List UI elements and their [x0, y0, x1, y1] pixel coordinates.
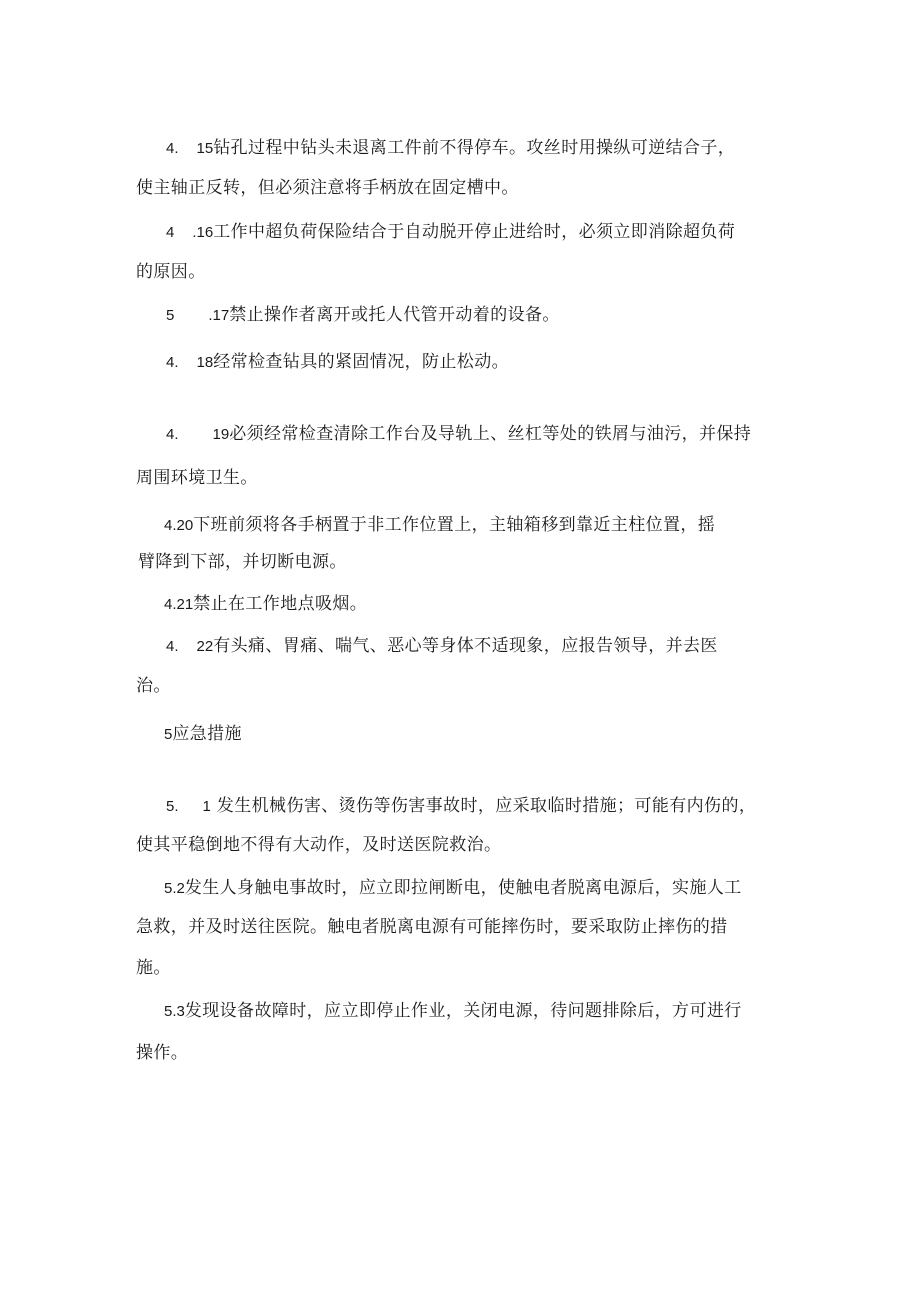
item-number: 4.20 [164, 517, 194, 534]
item-4-15-line-2 [136, 176, 519, 200]
item-5-1-line-2 [136, 833, 501, 857]
item-continuation: 使其平稳倒地不得有大动作，及时送医院救治。 [136, 835, 502, 855]
section-number: 5 [164, 726, 173, 743]
item-continuation: 臂降到下部，并切断电源。 [138, 552, 347, 572]
item-number-part: 4. [166, 354, 179, 371]
item-4-21-line-1 [164, 592, 367, 616]
item-continuation: 使主轴正反转，但必须注意将手柄放在固定槽中。 [136, 178, 519, 198]
item-number-part: .17 [208, 307, 230, 324]
item-number-part: .16 [192, 224, 214, 241]
item-continuation: 周围环境卫生。 [136, 468, 258, 488]
item-4-20-line-2 [138, 550, 347, 574]
item-text: 禁止操作者离开或托人代管开动着的设备。 [229, 305, 560, 325]
item-number: 5.2 [164, 880, 185, 897]
item-continuation: 操作。 [136, 1043, 189, 1063]
item-4-16-line-1 [166, 220, 735, 244]
item-continuation: 治。 [136, 676, 171, 696]
section-title: 应急措施 [172, 724, 242, 744]
item-number-part: 18 [196, 354, 214, 371]
item-number-part: 4. [166, 426, 179, 443]
item-4-20-line-1 [164, 513, 715, 537]
item-text: 有头痛、胃痛、喘气、恶心等身体不适现象，应报告领导，并去医 [213, 636, 718, 656]
item-text: 钻孔过程中钻头未退离工件前不得停车。攻丝时用操纵可逆结合子， [213, 138, 736, 158]
item-5-2-line-3 [136, 956, 171, 980]
item-number-part: 5. [166, 798, 179, 815]
item-number-part: 15 [196, 140, 214, 157]
item-number-part: 1 [202, 798, 211, 815]
item-5-17-line-1 [166, 303, 560, 327]
item-text: 发生机械伤害、烫伤等伤害事故时，应采取临时措施；可能有内伤的， [216, 796, 757, 816]
item-number-part: 4 [166, 224, 175, 241]
item-number-part: 4. [166, 140, 179, 157]
item-continuation: 急救，并及时送往医院。触电者脱离电源有可能摔伤时，要采取防止摔伤的措 [136, 917, 728, 937]
item-4-19-line-1 [166, 422, 751, 446]
section-5-heading [164, 722, 242, 746]
item-number: 4.21 [164, 596, 194, 613]
item-text: 发生人身触电事故时，应立即拉闸断电，使触电者脱离电源后，实施人工 [184, 878, 742, 898]
item-4-16-line-2 [136, 260, 206, 284]
item-number-part: 22 [196, 638, 214, 655]
item-continuation: 施。 [136, 958, 171, 978]
item-number-part: 19 [212, 426, 230, 443]
item-text: 发现设备故障时，应立即停止作业，关闭电源，待问题排除后，方可进行 [184, 1001, 742, 1021]
item-number: 5.3 [164, 1003, 185, 1020]
item-4-22-line-2 [136, 674, 171, 698]
item-4-22-line-1 [166, 634, 718, 658]
item-5-2-line-2 [136, 915, 728, 939]
item-number-part: 4. [166, 638, 179, 655]
item-5-2-line-1 [164, 876, 742, 900]
item-5-1-line-1 [166, 794, 756, 818]
item-4-18-line-1 [166, 350, 509, 374]
item-text: 工作中超负荷保险结合于自动脱开停止进给时，必须立即消除超负荷 [213, 222, 736, 242]
item-4-15-line-1 [166, 136, 735, 160]
item-5-3-line-2 [136, 1041, 188, 1065]
item-text: 下班前须将各手柄置于非工作位置上，主轴箱移到靠近主柱位置，摇 [193, 515, 716, 535]
item-number-part: 5 [166, 307, 175, 324]
item-text: 必须经常检查清除工作台及导轨上、丝杠等处的铁屑与油污，并保持 [229, 424, 752, 444]
item-5-3-line-1 [164, 999, 742, 1023]
item-4-19-line-2 [136, 466, 258, 490]
item-text: 禁止在工作地点吸烟。 [193, 594, 368, 614]
item-continuation: 的原因。 [136, 262, 206, 282]
item-text: 经常检查钻具的紧固情况，防止松动。 [213, 352, 510, 372]
